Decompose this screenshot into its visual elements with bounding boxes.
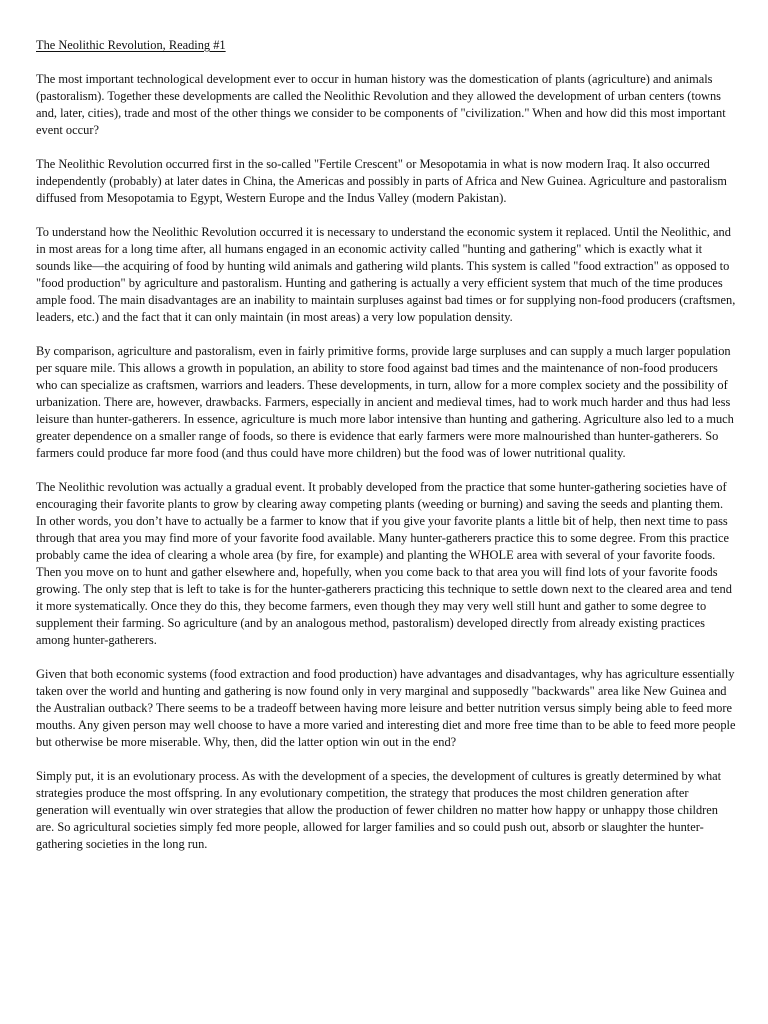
paragraph-3: To understand how the Neolithic Revolution occurred it is necessary to understand the economic system it replaced. Until the Neolithic, and in most areas for a long time after, all humans engaged in an economic activity called "hunting and gathering" which is exactly what it sounds like—the acquiring of food by hunting wild animals and gathering wild plants. This system is called "food extraction" as opposed to "food production" by agriculture and pastoralism. Hunting and gathering is actually a very efficient system that much of the time produces ample food. The main disadvantages are an inability to maintain surpluses against bad times or for supplying non-food producers (craftsmen, leaders, etc.) and the fact that it can only maintain (in most areas) a very low population density. <box>36 225 736 324</box>
paragraph-7: Simply put, it is an evolutionary process. As with the development of a species, the development of cultures is greatly determined by what strategies produce the most offspring. In any evolutionary competition, the strategy that produces the most children generation after generation will eventually win over strategies that allow the production of fewer children no matter how happy or unhappy those children are. So agricultural societies simply fed more people, allowed for larger families and so could push out, absorb or slaughter the hunter-gathering societies in the long run. <box>36 769 722 851</box>
document-body <box>36 37 736 870</box>
paragraph-2: The Neolithic Revolution occurred first in the so-called "Fertile Crescent" or Mesopotamia in what is now modern Iraq. It also occurred independently (probably) at later dates in China, the Americas and possibly in parts of Africa and New Guinea. Agriculture and pastoralism diffused from Mesopotamia to Egypt, Western Europe and the Indus Valley (modern Pakistan). <box>36 157 727 205</box>
paragraph-5: The Neolithic revolution was actually a gradual event. It probably developed from the practice that some hunter-gathering societies have of encouraging their favorite plants to grow by clearing away competing plants (weeding or burning) and saving the seeds and planting them. In other words, you don’t have to actually be a farmer to know that if you give your favorite plants a little bit of help, then next time to pass through that area you may find more of your favorite food available. Many hunter-gatherers practice this to some degree. From this practice probably came the idea of clearing a whole area (by fire, for example) and planting the WHOLE area with several of your favorite foods. Then you move on to hunt and gather elsewhere and, hopefully, when you come back to that area you will find lots of your favorite foods growing. The only step that is left to take is for the hunter-gatherers practicing this technique to settle down next to the cleared area and tend it more systematically. Once they do this, they become farmers, even though they may very well still hunt and gather to some degree to supplement their farming. So agriculture (and by an analogous method, pastoralism) developed directly from already existing practices among hunter-gatherers. <box>36 480 732 647</box>
paragraph-6: Given that both economic systems (food extraction and food production) have advantages and disadvantages, why has agriculture essentially taken over the world and hunting and gathering is now found only in very marginal and supposedly "backwards" area like New Guinea and the Australian outback? There seems to be a tradeoff between having more leisure and better nutrition versus simply being able to feed more mouths. Any given person may well choose to have a more varied and interesting diet and more free time than to be able to feed more people but otherwise be more miserable. Why, then, did the latter option win out in the end? <box>36 667 736 749</box>
document-title: The Neolithic Revolution, Reading #1 <box>36 38 226 52</box>
paragraph-4: By comparison, agriculture and pastoralism, even in fairly primitive forms, provide large surpluses and can supply a much larger population per square mile. This allows a growth in population, an ability to store food against bad times and the maintenance of non-food producers who can specialize as craftsmen, warriors and leaders. These developments, in turn, allow for a more complex society and the possibility of urbanization. There are, however, drawbacks. Farmers, especially in ancient and medieval times, had to work much harder and thus had less leisure than hunter-gatherers. In essence, agriculture is much more labor intensive than hunting and gathering. Agriculture also led to a much greater dependence on a smaller range of foods, so there is evidence that early farmers were more malnourished than hunter-gatherers. So farmers could produce far more food (and thus could have more children) but the food was of lower nutritional quality. <box>36 344 734 460</box>
paragraph-1: The most important technological development ever to occur in human history was the domestication of plants (agriculture) and animals (pastoralism). Together these developments are called the Neolithic Revolution and they allowed the development of urban centers (towns and, later, cities), trade and most of the other things we consider to be components of "civilization." When and how did this most important event occur? <box>36 72 726 137</box>
